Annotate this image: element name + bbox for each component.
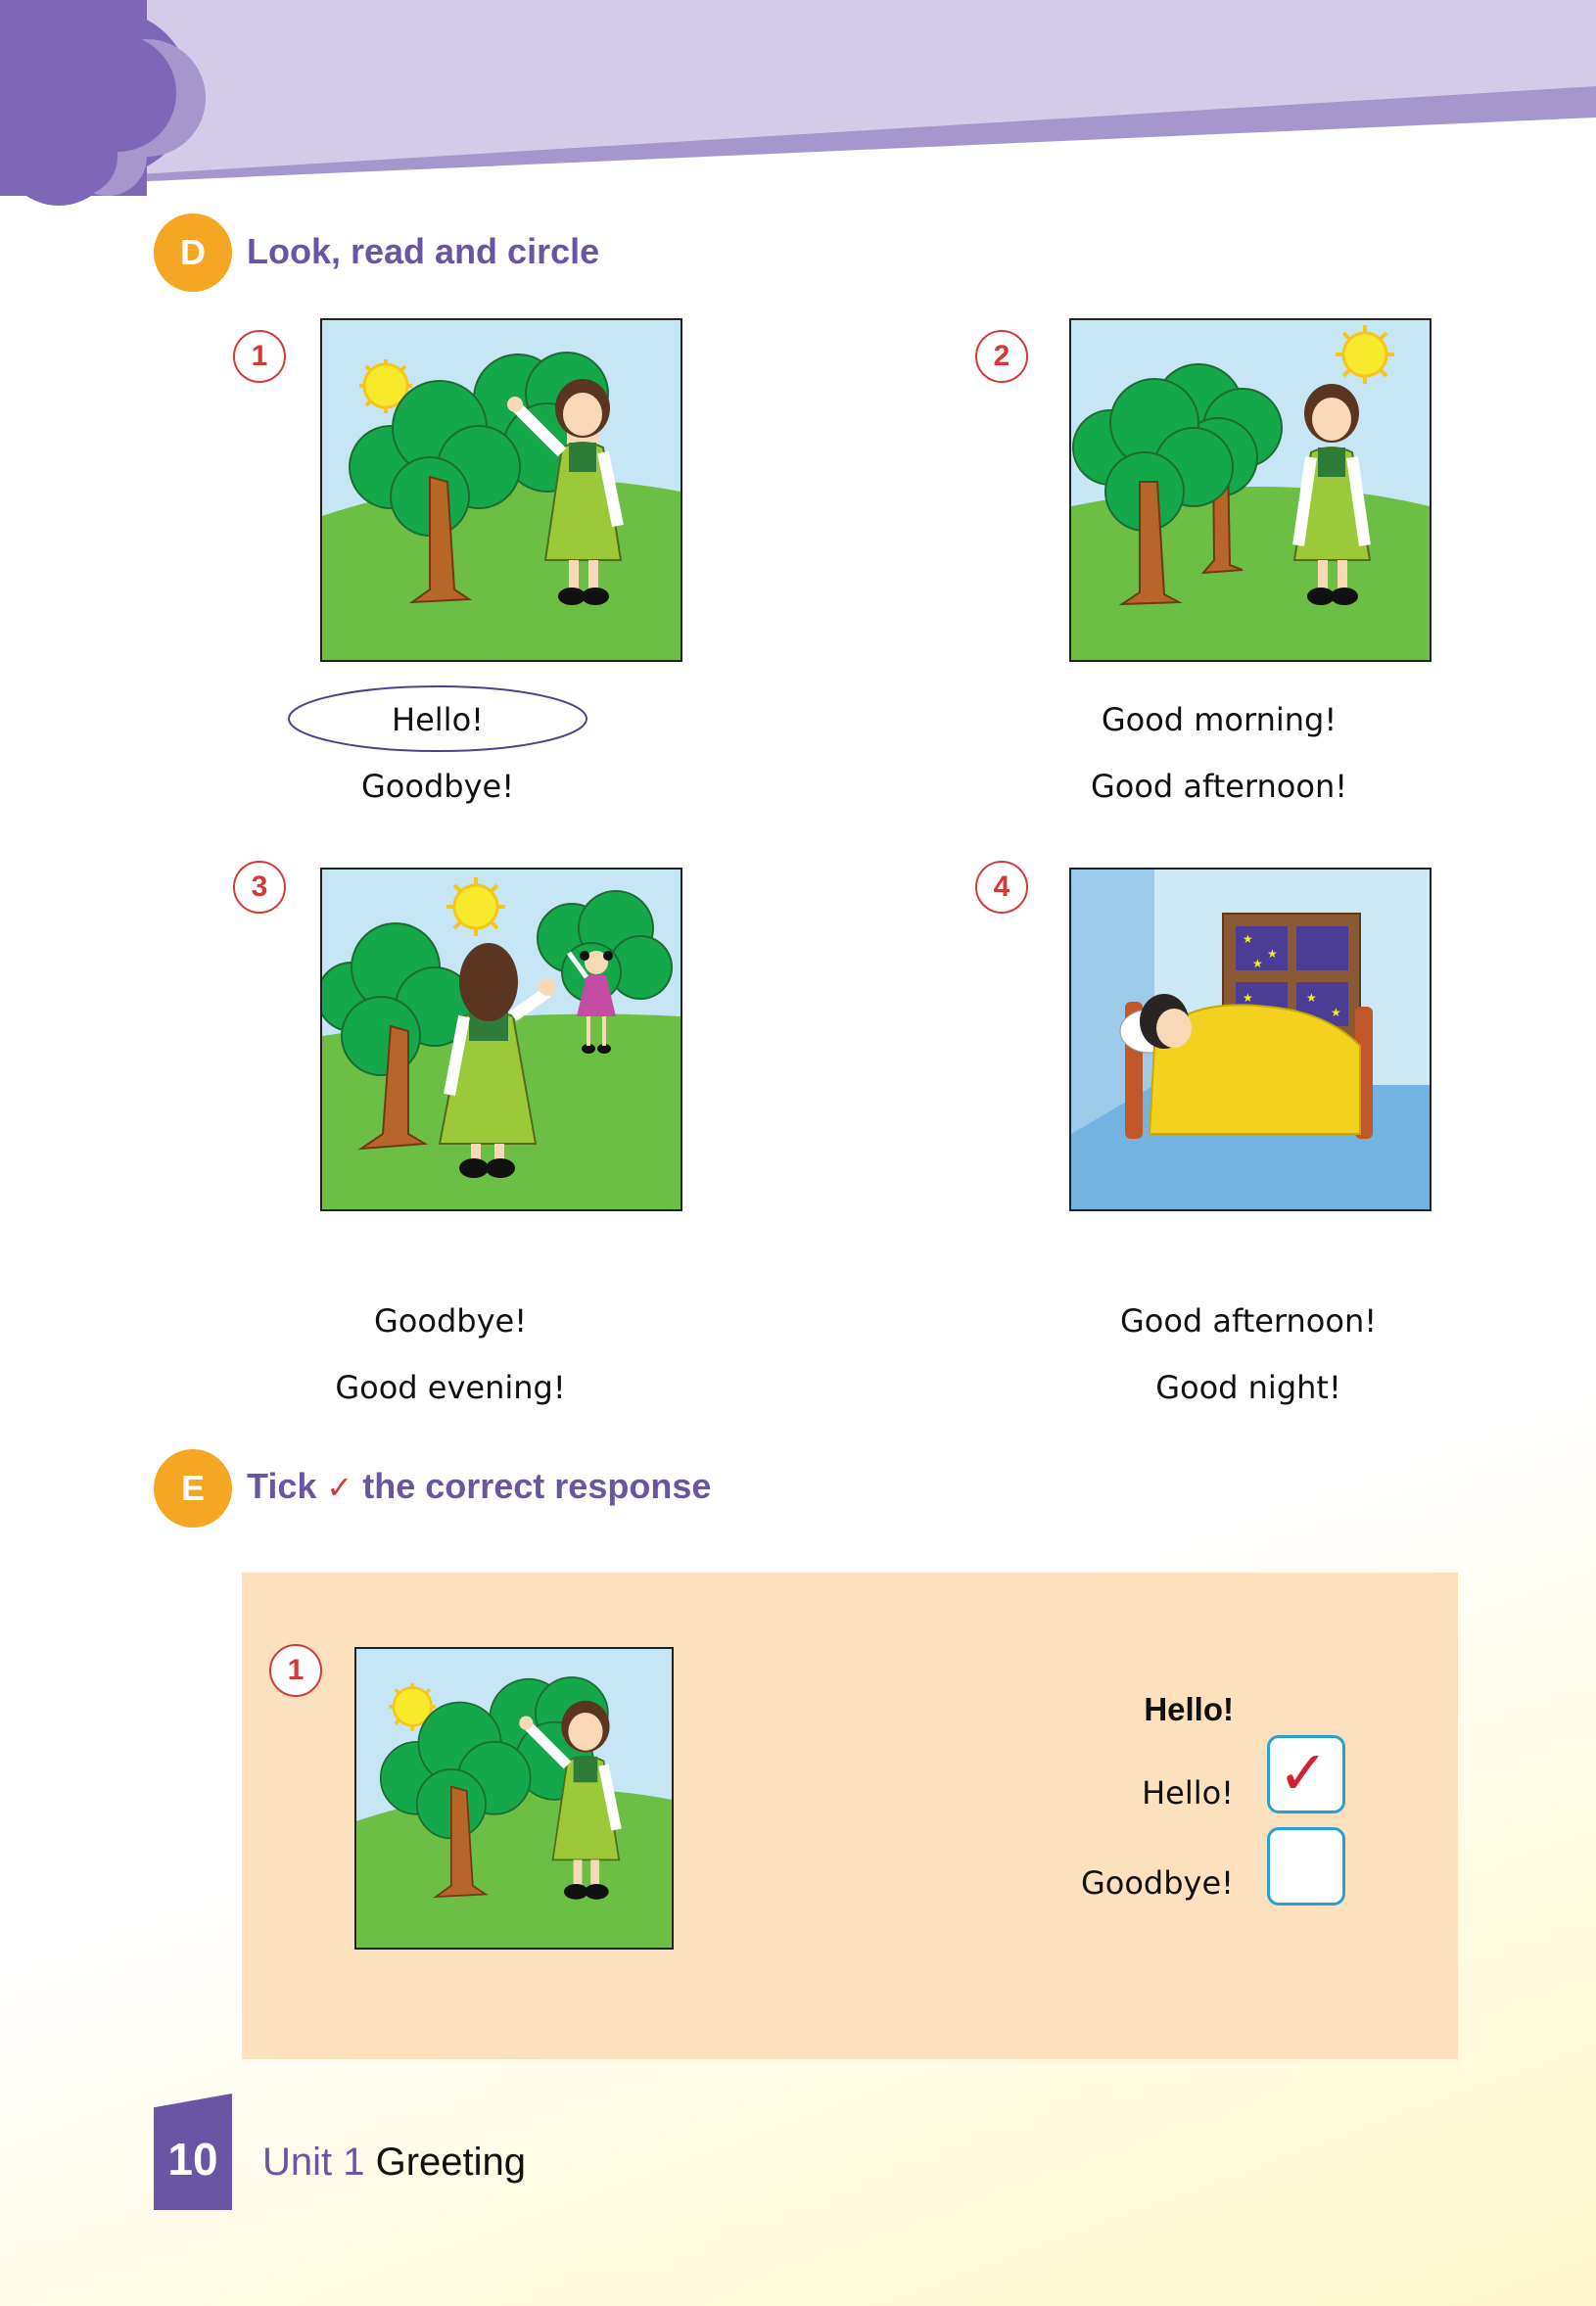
page-number: 10 <box>167 2134 218 2185</box>
svg-text:★: ★ <box>1252 957 1263 970</box>
tick-icon: ✓ <box>326 1469 353 1506</box>
checkmark-icon: ✓ <box>1278 1737 1329 1809</box>
response-option-goodbye[interactable]: Goodbye! <box>1080 1864 1234 1902</box>
section-e-title-pre: Tick <box>247 1466 317 1506</box>
section-e-badge: E <box>154 1449 232 1528</box>
section-d-title: Look, read and circle <box>247 231 600 271</box>
checkbox-goodbye[interactable] <box>1267 1827 1345 1906</box>
item-number-3: 3 <box>233 861 286 914</box>
item-number-4: 4 <box>975 861 1028 914</box>
section-e-title-post: the correct response <box>362 1466 712 1506</box>
option-good-evening[interactable]: Good evening! <box>335 1369 566 1406</box>
response-option-hello[interactable]: Hello! <box>1142 1774 1234 1812</box>
exercise-prompt: Hello! <box>1144 1691 1234 1727</box>
option-goodbye[interactable]: Goodbye! <box>360 768 515 805</box>
picture-girl-morning <box>1069 318 1432 662</box>
option-good-afternoon[interactable]: Good afternoon! <box>1090 768 1348 805</box>
section-d-badge: D <box>154 213 232 292</box>
option-hello[interactable]: Hello! <box>392 701 484 738</box>
svg-text:★: ★ <box>1331 1006 1341 1019</box>
item-number-2: 2 <box>975 330 1028 383</box>
option-goodbye-3[interactable]: Goodbye! <box>373 1302 528 1340</box>
picture-girl-waving-hello-small <box>354 1647 674 1950</box>
svg-text:★: ★ <box>1306 991 1317 1005</box>
checkbox-hello[interactable] <box>1267 1735 1345 1813</box>
picture-girl-waving-goodbye <box>320 868 682 1211</box>
option-good-afternoon-4[interactable]: Good afternoon! <box>1119 1302 1378 1340</box>
item-number-1: 1 <box>233 330 286 383</box>
option-good-morning[interactable]: Good morning! <box>1101 701 1338 738</box>
picture-girl-waving-hello <box>320 318 682 662</box>
svg-text:★: ★ <box>1267 947 1278 961</box>
footer-topic: Greeting <box>375 2141 527 2184</box>
footer-unit <box>262 2141 526 2185</box>
header-banner <box>0 0 1596 211</box>
option-good-night[interactable]: Good night! <box>1155 1369 1341 1406</box>
footer-unit-label: Unit 1 <box>262 2141 365 2184</box>
picture-girl-sleeping <box>1069 868 1432 1211</box>
exercise-item-number-1: 1 <box>269 1644 322 1697</box>
svg-text:★: ★ <box>1243 991 1253 1005</box>
sun-icon <box>446 877 505 936</box>
svg-text:★: ★ <box>1243 932 1253 946</box>
sun-icon <box>1336 325 1394 384</box>
section-e-title <box>247 1466 711 1507</box>
